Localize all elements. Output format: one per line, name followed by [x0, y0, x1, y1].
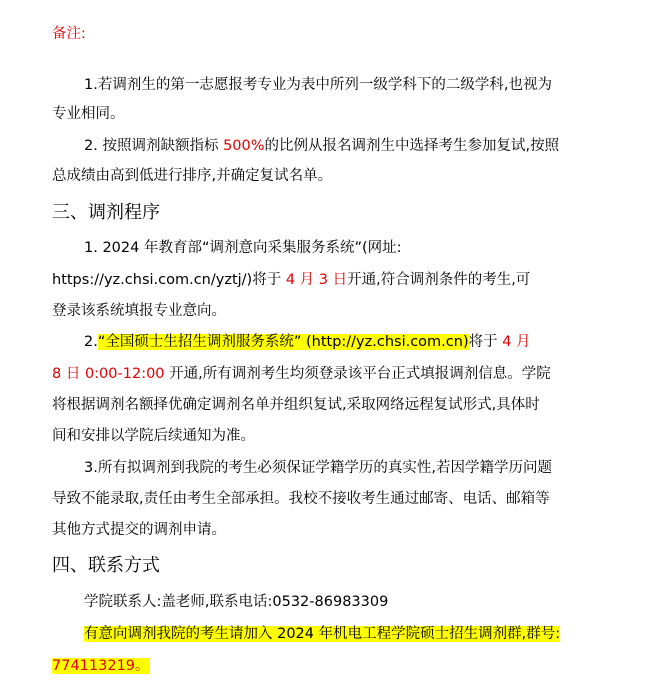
procedure-3-line-2: 导致不能录取,责任由考生全部承担。我校不接收考生通过邮寄、电话、邮箱等 [52, 491, 550, 507]
section-3-heading: 三、调剂程序 [52, 202, 160, 223]
procedure-2-month: 4 月 [502, 334, 531, 350]
note-2-percent: 500% [223, 138, 265, 154]
note-2-line-2: 总成绩由高到低进行排序,并确定复试名单。 [52, 168, 333, 184]
procedure-1-date: 4 月 3 日 [285, 272, 348, 288]
procedure-2-line-1 [84, 332, 531, 352]
note-1-line-1: 1.若调剂生的第一志愿报考专业为表中所列一级学科下的二级学科,也视为 [84, 77, 552, 93]
note-2-text-b: 的比例从报名调剂生中选择考生参加复试,按照 [264, 138, 560, 154]
procedure-2-line-2 [52, 364, 551, 384]
contact-group-highlight: 有意向调剂我院的考生请加入 2024 年机电工程学院硕士招生调剂群,群号: [84, 626, 561, 642]
procedure-2-text-b: 开通,所有调剂考生均须登录该平台正式填报调剂信息。学院 [164, 366, 551, 382]
procedure-1-line-2 [52, 270, 530, 290]
procedure-3-line-3: 其他方式提交的调剂申请。 [52, 522, 226, 538]
procedure-2-system-highlight: “全国硕士生招生调剂服务系统” (http://yz.chsi.com.cn) [97, 334, 469, 350]
procedure-2-line-4: 间和安排以学院后续通知为准。 [52, 428, 255, 444]
section-4-heading: 四、联系方式 [52, 555, 160, 576]
procedure-1-line-1: 1. 2024 年教育部“调剂意向采集服务系统”(网址: [84, 240, 402, 256]
procedure-3-line-1: 3.所有拟调剂到我院的考生必须保证学籍学历的真实性,若因学籍学历问题 [84, 460, 552, 476]
contact-group-line-1 [84, 624, 560, 644]
contact-person-line: 学院联系人:盖老师,联系电话:0532-86983309 [84, 594, 389, 610]
note-2-text-a: 2. 按照调剂缺额指标 [84, 138, 224, 154]
procedure-1-line-3: 登录该系统填报专业意向。 [52, 303, 226, 319]
note-1-line-2: 专业相同。 [52, 106, 125, 122]
note-label: 备注: [52, 26, 86, 42]
procedure-2-date-time: 8 日 0:00-12:00 [52, 366, 165, 382]
note-2-line-1 [84, 136, 559, 156]
contact-group-line-2 [52, 656, 150, 676]
procedure-2-text-a: 将于 [468, 334, 503, 350]
contact-group-number: 774113219。 [52, 658, 150, 674]
procedure-2-line-3: 将根据调剂名额择优确定调剂名单并组织复试,采取网络远程复试形式,具体时 [52, 397, 540, 413]
procedure-2-number: 2. [84, 334, 98, 350]
procedure-1-url-text: https://yz.chsi.com.cn/yztj/)将于 [52, 272, 286, 288]
procedure-1-text-rest: 开通,符合调剂条件的考生,可 [347, 272, 531, 288]
